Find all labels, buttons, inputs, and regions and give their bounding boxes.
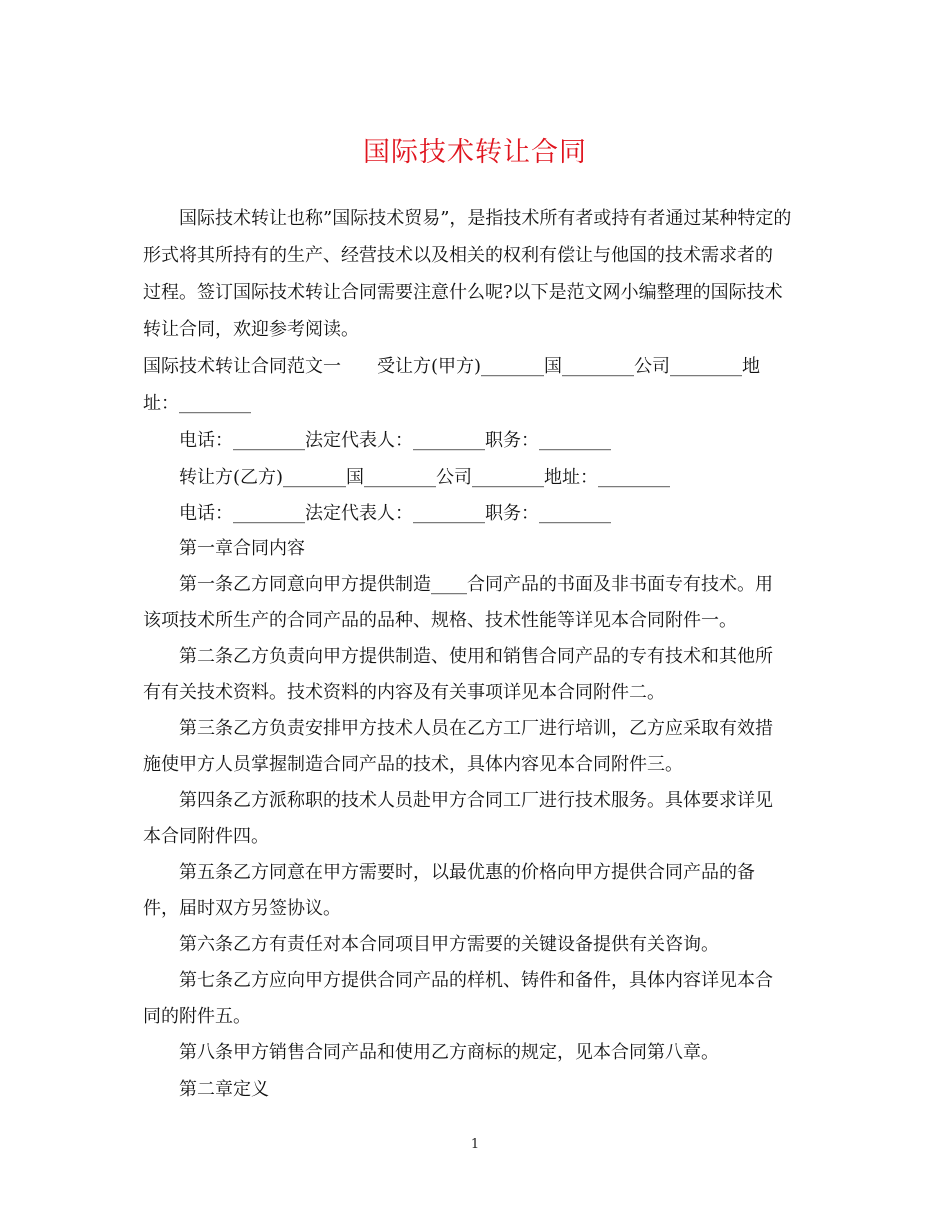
body-line: 第六条乙方有责任对本合同项目甲方需要的关键设备提供有关咨询。 <box>179 934 719 955</box>
body-line: 形式将其所持有的生产、经营技术以及相关的权利有偿让与他国的技术需求者的 <box>143 245 773 266</box>
body-line: 转让合同，欢迎参考阅读。 <box>143 319 359 340</box>
chapter-heading: 第一章合同内容 <box>179 538 305 559</box>
body-line: 第八条甲方销售合同产品和使用乙方商标的规定，见本合同第八章。 <box>179 1042 719 1063</box>
body-line: 址：________ <box>143 393 251 414</box>
body-line: 国际技术转让也称”国际技术贸易”，是指技术所有者或持有者通过某种特定的 <box>179 208 792 229</box>
body-line: 同的附件五。 <box>143 1006 251 1027</box>
body-line: 第二条乙方负责向甲方提供制造、使用和销售合同产品的专有技术和其他所 <box>179 646 773 667</box>
body-line: 本合同附件四。 <box>143 826 269 847</box>
body-line: 件，届时双方另签协议。 <box>143 898 341 919</box>
body-line: 第三条乙方负责安排甲方技术人员在乙方工厂进行培训，乙方应采取有效措 <box>179 718 773 739</box>
body-line: 施使甲方人员掌握制造合同产品的技术，具体内容见本合同附件三。 <box>143 754 683 775</box>
body-line: 第五条乙方同意在甲方需要时，以最优惠的价格向甲方提供合同产品的备 <box>179 862 755 883</box>
body-line: 第七条乙方应向甲方提供合同产品的样机、铸件和备件，具体内容详见本合 <box>179 970 773 991</box>
body-line: 电话：________法定代表人：________职务：________ <box>179 430 611 451</box>
body-line: 第一条乙方同意向甲方提供制造____合同产品的书面及非书面专有技术。用 <box>179 574 773 595</box>
body-line: 国际技术转让合同范文一 受让方(甲方)_______国________公司________地 <box>143 356 761 377</box>
page-number: 1 <box>470 1137 480 1152</box>
body-line: 电话：________法定代表人：________职务：________ <box>179 503 611 524</box>
chapter-heading: 第二章定义 <box>179 1079 269 1100</box>
body-line: 过程。签订国际技术转让合同需要注意什么呢?以下是范文网小编整理的国际技术 <box>143 282 783 303</box>
body-line: 第四条乙方派称职的技术人员赴甲方合同工厂进行技术服务。具体要求详见 <box>179 790 773 811</box>
document-title: 国际技术转让合同 <box>363 137 587 168</box>
body-line: 有有关技术资料。技术资料的内容及有关事项详见本合同附件二。 <box>143 682 665 703</box>
body-line: 该项技术所生产的合同产品的品种、规格、技术性能等详见本合同附件一。 <box>143 610 737 631</box>
body-line: 转让方(乙方)_______国________公司________地址：________ <box>179 467 671 488</box>
